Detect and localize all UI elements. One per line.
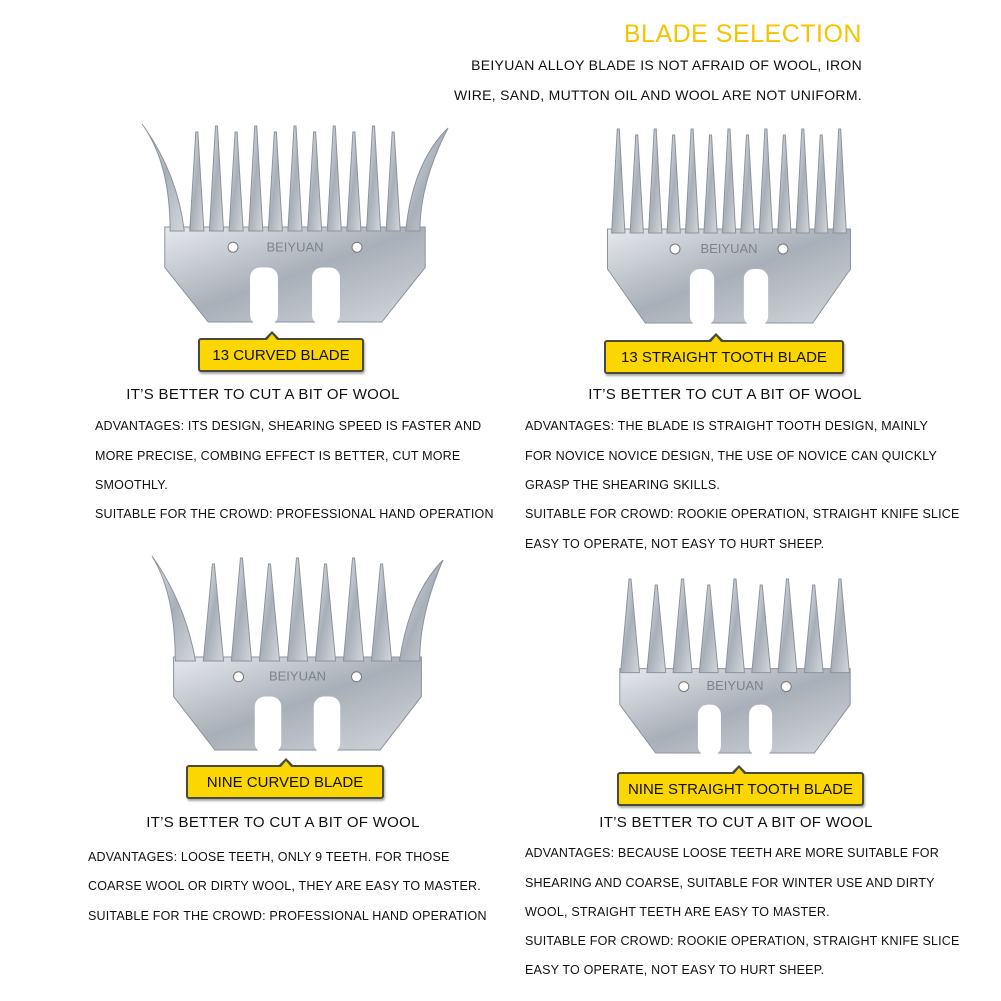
blade-label-nine-straight: NINE STRAIGHT TOOTH BLADE xyxy=(617,772,864,806)
blade-tooth xyxy=(231,558,251,661)
blade-tooth xyxy=(833,129,846,233)
blade-engraving: BEIYUAN xyxy=(268,668,327,684)
blade-tooth xyxy=(386,132,400,231)
section-heading: IT’S BETTER TO CUT A BIT OF WOOL xyxy=(588,386,862,403)
blade-tooth xyxy=(259,564,279,661)
blade-engraving: BEIYUAN xyxy=(706,678,764,694)
blade-tooth xyxy=(315,564,335,661)
blade-hole xyxy=(670,244,680,254)
blade-tooth xyxy=(815,135,828,233)
blade-hole xyxy=(781,682,791,692)
description-line: SUITABLE FOR THE CROWD: PROFESSIONAL HAND OPERATION xyxy=(95,507,494,521)
description-line: MORE PRECISE, COMBING EFFECT IS BETTER, CUT MORE xyxy=(95,449,461,463)
blade-tooth xyxy=(343,558,363,661)
section-heading: IT’S BETTER TO CUT A BIT OF WOOL xyxy=(126,386,400,403)
blade-hole xyxy=(234,672,244,682)
blade-hole xyxy=(679,682,689,692)
blade-tooth xyxy=(831,579,850,673)
section-heading: IT’S BETTER TO CUT A BIT OF WOOL xyxy=(146,814,420,831)
blade-image-13-curved xyxy=(140,122,450,324)
blade-tooth xyxy=(804,585,823,673)
description-line: GRASP THE SHEARING SKILLS. xyxy=(525,478,721,492)
blade-slot xyxy=(250,267,278,324)
blade-label-nine-curved: NINE CURVED BLADE xyxy=(186,765,384,799)
blade-hole xyxy=(228,242,238,252)
blade-tooth xyxy=(347,132,361,231)
description-line: SHEARING AND COARSE, SUITABLE FOR WINTER USE AND DIRTY xyxy=(525,876,935,890)
blade-tooth xyxy=(647,585,666,673)
blade-slot xyxy=(744,269,768,325)
blade-tooth xyxy=(778,579,797,673)
blade-tooth xyxy=(152,556,195,661)
blade-tooth xyxy=(759,129,772,233)
blade-tooth xyxy=(249,126,263,231)
blade-tooth xyxy=(778,135,791,233)
blade-tooth xyxy=(308,132,322,231)
blade-slot xyxy=(698,705,721,755)
blade-tooth xyxy=(612,129,625,233)
blade-tooth xyxy=(406,128,448,231)
blade-tooth xyxy=(190,132,204,231)
blade-tooth xyxy=(699,585,718,673)
blade-tooth xyxy=(268,132,282,231)
blade-tooth xyxy=(673,579,692,673)
blade-tooth xyxy=(288,126,302,231)
subtitle-line: BEIYUAN ALLOY BLADE IS NOT AFRAID OF WOOL, IRON xyxy=(471,57,862,73)
blade-tooth xyxy=(203,564,223,661)
blade-tooth xyxy=(621,579,640,673)
blade-tooth xyxy=(722,129,735,233)
description-line: ADVANTAGES: ITS DESIGN, SHEARING SPEED IS FASTER AND xyxy=(95,419,482,433)
blade-tooth xyxy=(630,135,643,233)
blade-label-13-straight: 13 STRAIGHT TOOTH BLADE xyxy=(604,340,844,374)
description-line: SUITABLE FOR CROWD: ROOKIE OPERATION, STRAIGHT KNIFE SLICE xyxy=(525,507,960,521)
blade-hole xyxy=(352,672,362,682)
blade-slot xyxy=(314,697,341,752)
blade-image-nine-straight xyxy=(607,575,863,755)
blade-tooth xyxy=(371,564,391,661)
blade-tooth xyxy=(287,558,307,661)
blade-tooth xyxy=(400,560,443,661)
description-line: FOR NOVICE NOVICE DESIGN, THE USE OF NOVICE CAN QUICKLY xyxy=(525,449,937,463)
blade-tooth xyxy=(327,126,341,231)
blade-slot xyxy=(690,269,714,325)
blade-tooth xyxy=(796,129,809,233)
description-line: EASY TO OPERATE, NOT EASY TO HURT SHEEP. xyxy=(525,537,825,551)
description-line: SUITABLE FOR THE CROWD: PROFESSIONAL HAND OPERATION xyxy=(88,909,487,923)
blade-tooth xyxy=(685,129,698,233)
blade-engraving: BEIYUAN xyxy=(266,239,324,255)
blade-hole xyxy=(352,242,362,252)
description-line: ADVANTAGES: LOOSE TEETH, ONLY 9 TEETH. FOR THOSE xyxy=(88,850,450,864)
blade-slot xyxy=(312,267,340,324)
description-line: WOOL, STRAIGHT TEETH ARE EASY TO MASTER. xyxy=(525,905,830,919)
blade-tooth xyxy=(667,135,680,233)
description-line: COARSE WOOL OR DIRTY WOOL, THEY ARE EASY TO MASTER. xyxy=(88,879,481,893)
blade-hole xyxy=(778,244,788,254)
blade-tooth xyxy=(229,132,243,231)
blade-image-nine-curved xyxy=(150,554,445,752)
blade-label-13-curved: 13 CURVED BLADE xyxy=(198,338,364,372)
blade-engraving: BEIYUAN xyxy=(700,241,758,256)
blade-tooth xyxy=(752,585,771,673)
blade-tooth xyxy=(741,135,754,233)
description-line: SMOOTHLY. xyxy=(95,478,168,492)
description-line: EASY TO OPERATE, NOT EASY TO HURT SHEEP. xyxy=(525,963,825,977)
blade-tooth xyxy=(366,126,380,231)
blade-tooth xyxy=(704,135,717,233)
subtitle-line: WIRE, SAND, MUTTON OIL AND WOOL ARE NOT UNIFORM. xyxy=(454,87,862,103)
section-heading: IT’S BETTER TO CUT A BIT OF WOOL xyxy=(599,814,873,831)
description-line: ADVANTAGES: THE BLADE IS STRAIGHT TOOTH DESIGN, MAINLY xyxy=(525,419,929,433)
blade-tooth xyxy=(142,124,184,231)
description-line: ADVANTAGES: BECAUSE LOOSE TEETH ARE MORE SUITABLE FOR xyxy=(525,846,939,860)
blade-image-13-straight xyxy=(594,125,864,325)
blade-tooth xyxy=(209,126,223,231)
blade-slot xyxy=(749,705,772,755)
blade-tooth xyxy=(726,579,745,673)
blade-slot xyxy=(255,697,282,752)
blade-tooth xyxy=(649,129,662,233)
page-title: BLADE SELECTION xyxy=(623,20,862,48)
description-line: SUITABLE FOR CROWD: ROOKIE OPERATION, STRAIGHT KNIFE SLICE xyxy=(525,934,960,948)
